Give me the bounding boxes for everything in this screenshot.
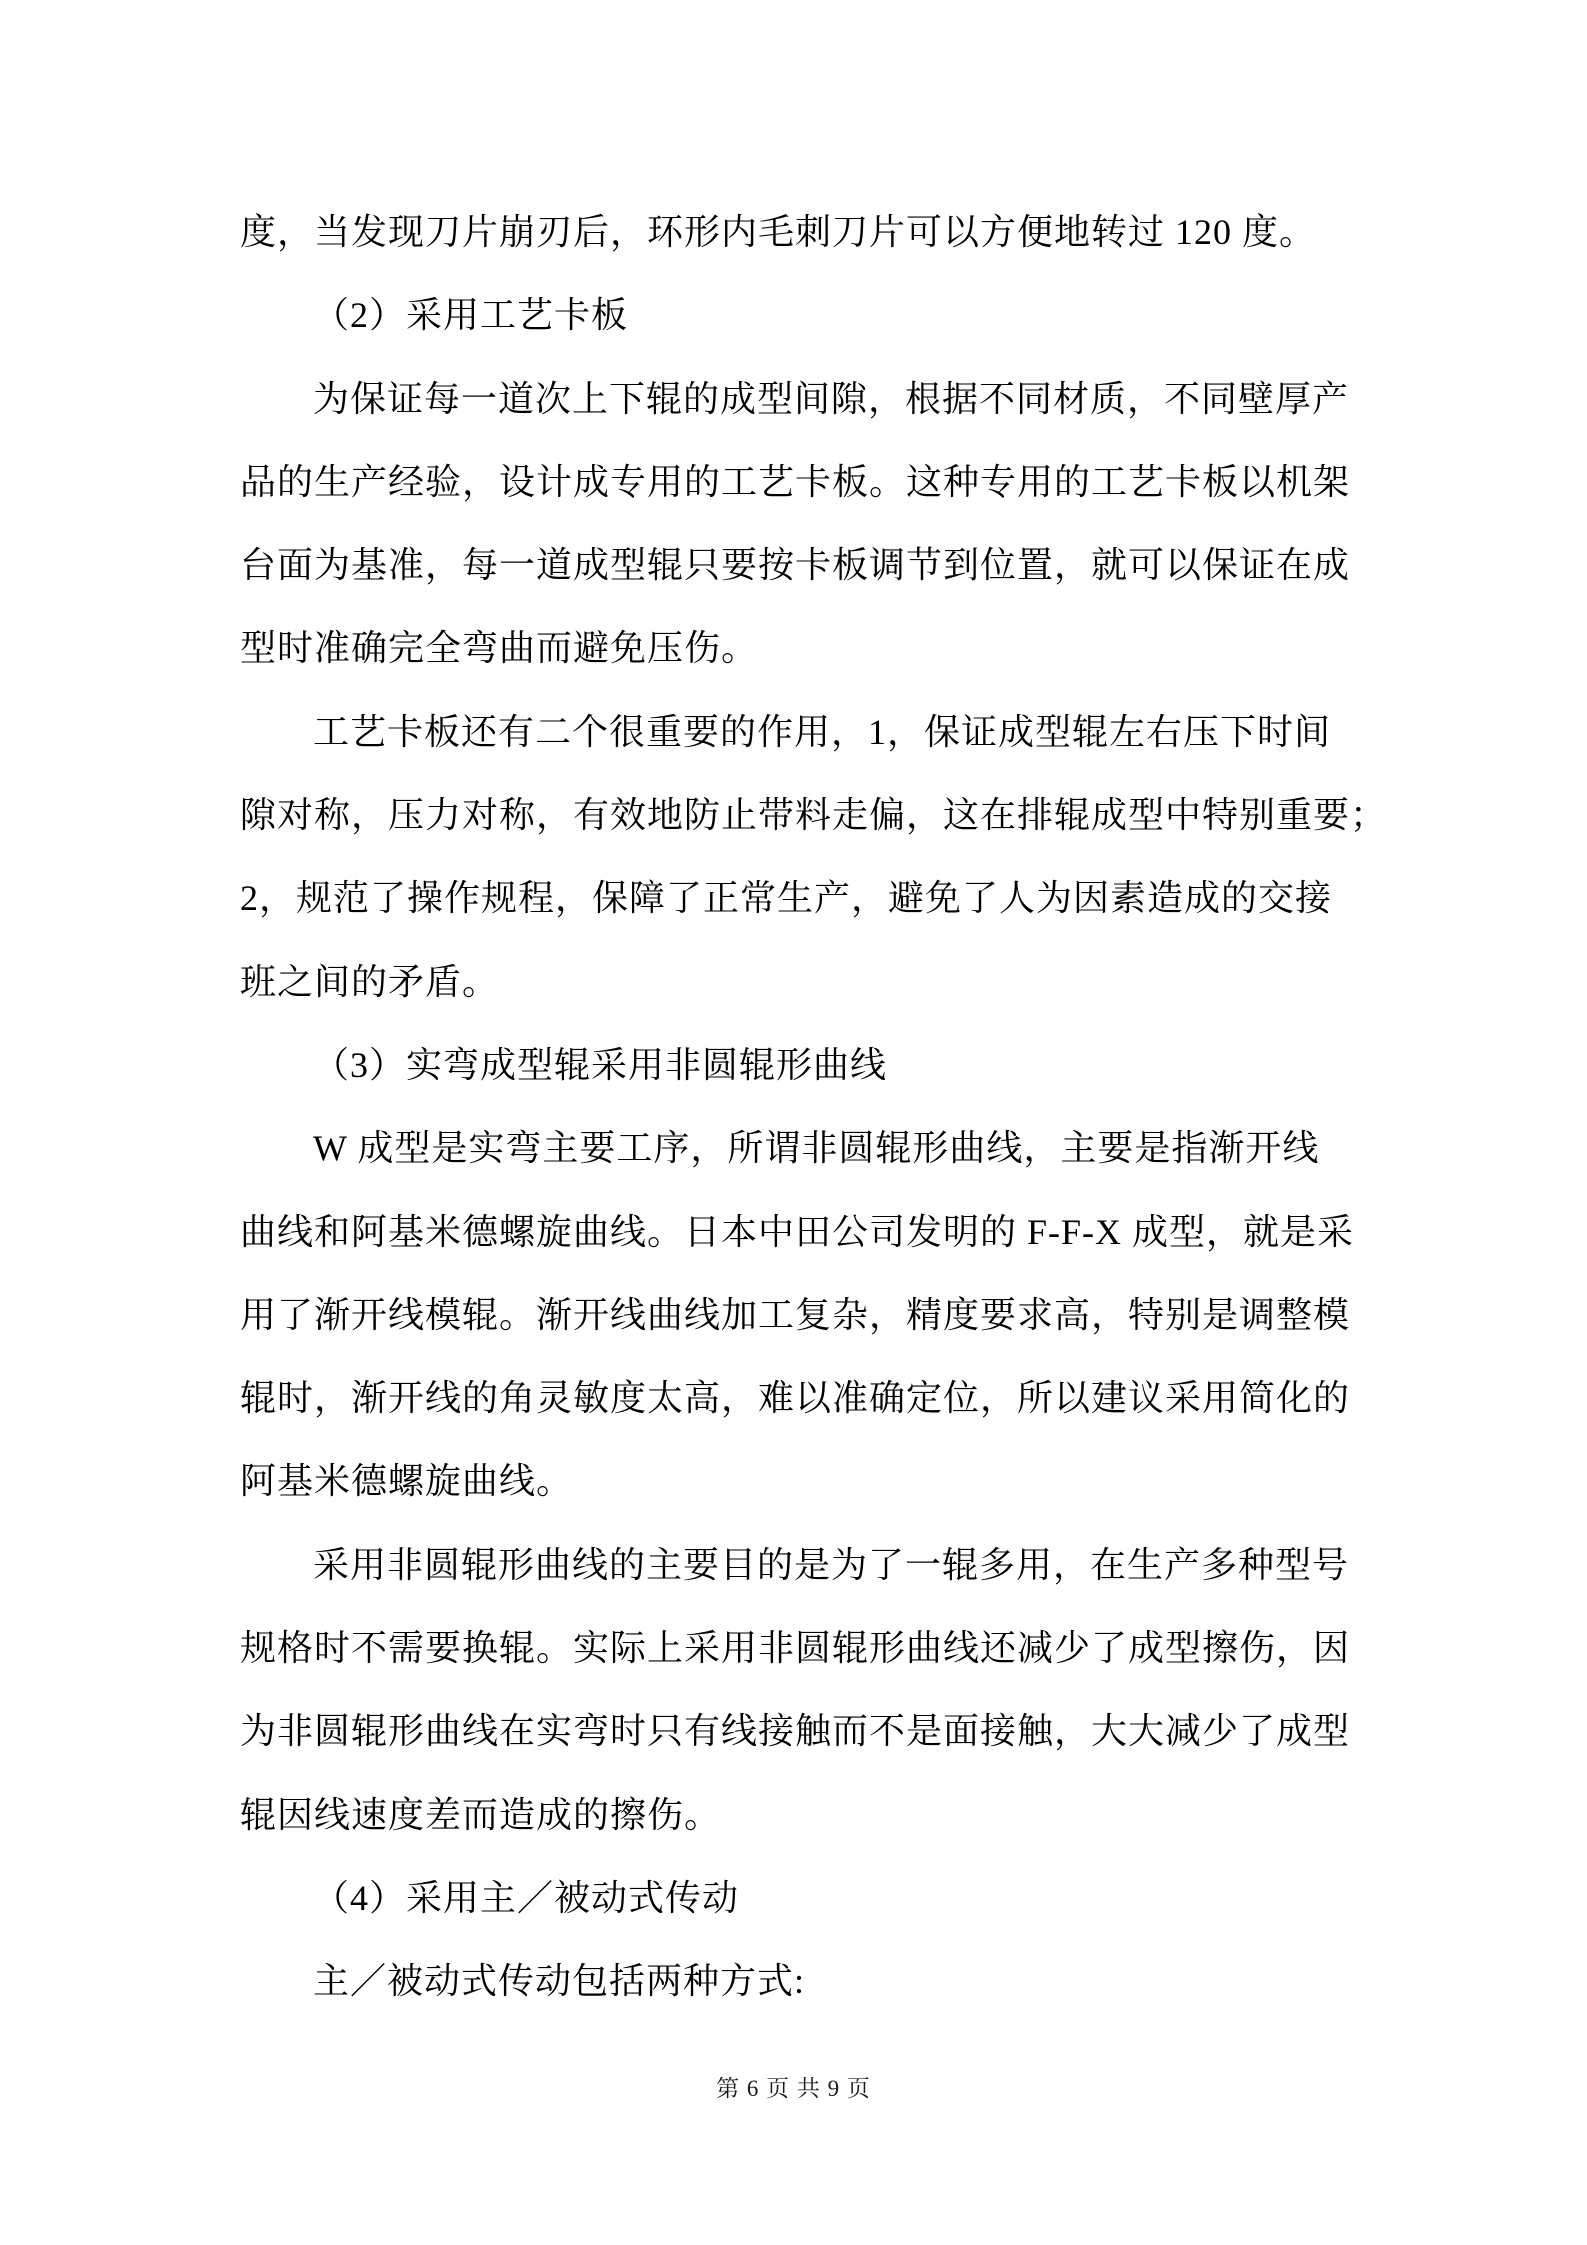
- text-line: 曲线和阿基米德螺旋曲线。日本中田公司发明的 F-F-X 成型，就是采: [240, 1211, 1355, 1252]
- text-line: 阿基米德螺旋曲线。: [240, 1461, 574, 1502]
- text-line: 为保证每一道次上下辊的成型间隙，根据不同材质，不同壁厚产: [313, 378, 1350, 419]
- text-line: （4）采用主／被动式传动: [313, 1877, 740, 1918]
- text-line: 用了渐开线模辊。渐开线曲线加工复杂，精度要求高，特别是调整模: [240, 1294, 1351, 1335]
- text-line: 班之间的矛盾。: [240, 961, 500, 1002]
- text-line: 度，当发现刀片崩刃后，环形内毛刺刀片可以方便地转过 120 度。: [240, 212, 1317, 252]
- text-line: （3）实弯成型辊采用非圆辊形曲线: [313, 1044, 888, 1085]
- text-line: 2，规范了操作规程，保障了正常生产，避免了人为因素造成的交接: [240, 878, 1333, 919]
- text-line: 采用非圆辊形曲线的主要目的是为了一辊多用，在生产多种型号: [313, 1544, 1350, 1585]
- document-body: [240, 191, 1388, 2024]
- text-line: 台面为基准，每一道成型辊只要按卡板调节到位置，就可以保证在成: [240, 545, 1351, 586]
- text-line: 为非圆辊形曲线在实弯时只有线接触而不是面接触，大大减少了成型: [240, 1711, 1351, 1752]
- text-line: W 成型是实弯主要工序，所谓非圆辊形曲线，主要是指渐开线: [313, 1128, 1320, 1169]
- page-footer: 第 6 页 共 9 页: [716, 2076, 871, 2101]
- text-line: 工艺卡板还有二个很重要的作用，1，保证成型辊左右压下时间: [313, 711, 1332, 752]
- text-line: 隙对称，压力对称，有效地防止带料走偏，这在排辊成型中特别重要；: [240, 795, 1388, 836]
- text-line: （2）采用工艺卡板: [313, 295, 629, 336]
- text-line: 品的生产经验，设计成专用的工艺卡板。这种专用的工艺卡板以机架: [240, 461, 1351, 502]
- text-line: 规格时不需要换辊。实际上采用非圆辊形曲线还减少了成型擦伤，因: [240, 1628, 1351, 1669]
- text-line: 主／被动式传动包括两种方式:: [313, 1961, 806, 2002]
- text-line: 辊因线速度差而造成的擦伤。: [240, 1794, 722, 1835]
- text-line: 辊时，渐开线的角灵敏度太高，难以准确定位，所以建议采用简化的: [240, 1378, 1351, 1419]
- text-line: 型时准确完全弯曲而避免压伤。: [240, 628, 759, 669]
